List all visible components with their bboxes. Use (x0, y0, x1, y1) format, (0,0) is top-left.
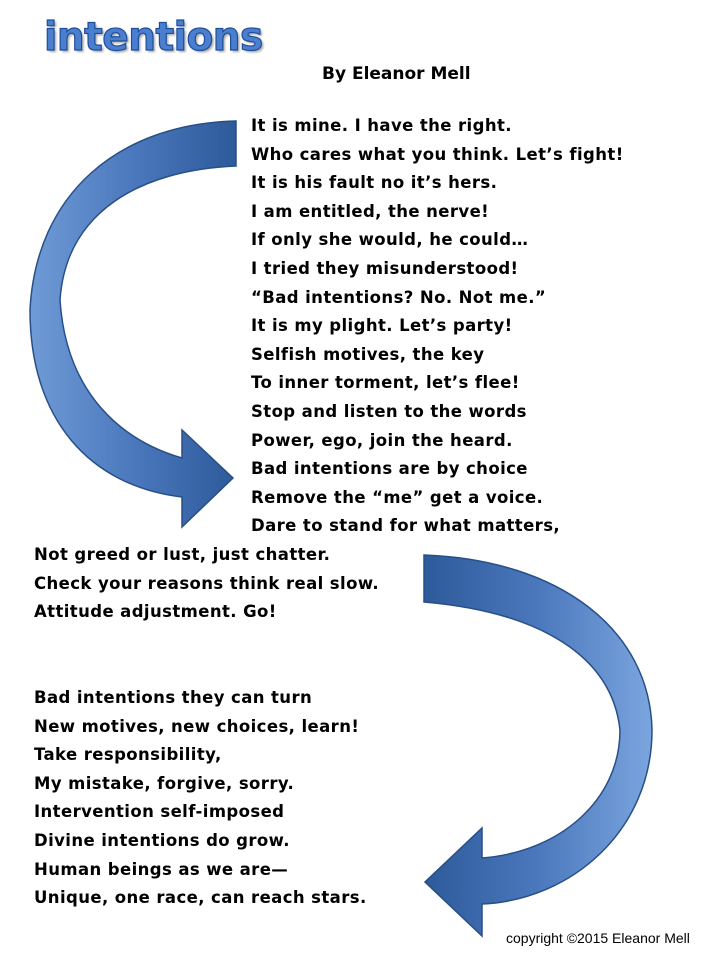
poem-line: Take responsibility, (34, 745, 222, 765)
poem-line: It is his fault no it’s hers. (251, 173, 498, 193)
poem-line: Unique, one race, can reach stars. (34, 888, 367, 908)
poem-line: Remove the “me” get a voice. (251, 487, 544, 507)
poem-line: Selfish motives, the key (251, 344, 485, 364)
poem-line: Attitude adjustment. Go! (34, 602, 277, 622)
poem-line: Divine intentions do grow. (34, 830, 290, 850)
stanza-3 (34, 684, 367, 913)
poem-line: I tried they misunderstood! (251, 258, 519, 278)
poem-line: New motives, new choices, learn! (34, 716, 360, 736)
poem-line: “Bad intentions? No. Not me.” (251, 287, 547, 307)
poem-line: It is mine. I have the right. (251, 116, 512, 135)
poem-line: If only she would, he could… (251, 230, 529, 250)
poem-line: Who cares what you think. Let’s fight! (251, 144, 624, 164)
stanza-1 (251, 112, 624, 541)
poem-line: Power, ego, join the heard. (251, 430, 513, 450)
poem-line: To inner torment, let’s flee! (251, 373, 520, 393)
poem-line: Dare to stand for what matters, (251, 516, 561, 536)
poem-line: It is my plight. Let’s party! (251, 316, 513, 336)
poem-line: Bad intentions they can turn (34, 688, 313, 707)
poem-line: Human beings as we are— (34, 859, 289, 879)
poem-byline: By Eleanor Mell (322, 64, 471, 84)
poem-line: My mistake, forgive, sorry. (34, 773, 295, 793)
poem-title: intentions (44, 15, 263, 60)
poem-line: Not greed or lust, just chatter. (34, 545, 331, 564)
poem-line: I am entitled, the nerve! (251, 201, 490, 221)
stanza-2 (34, 541, 379, 627)
poem-line: Stop and listen to the words (251, 401, 527, 421)
poem-line: Check your reasons think real slow. (34, 573, 380, 593)
poem-line: Intervention self-imposed (34, 802, 285, 822)
copyright-notice: copyright ©2015 Eleanor Mell (506, 930, 690, 946)
poem-line: Bad intentions are by choice (251, 459, 528, 479)
